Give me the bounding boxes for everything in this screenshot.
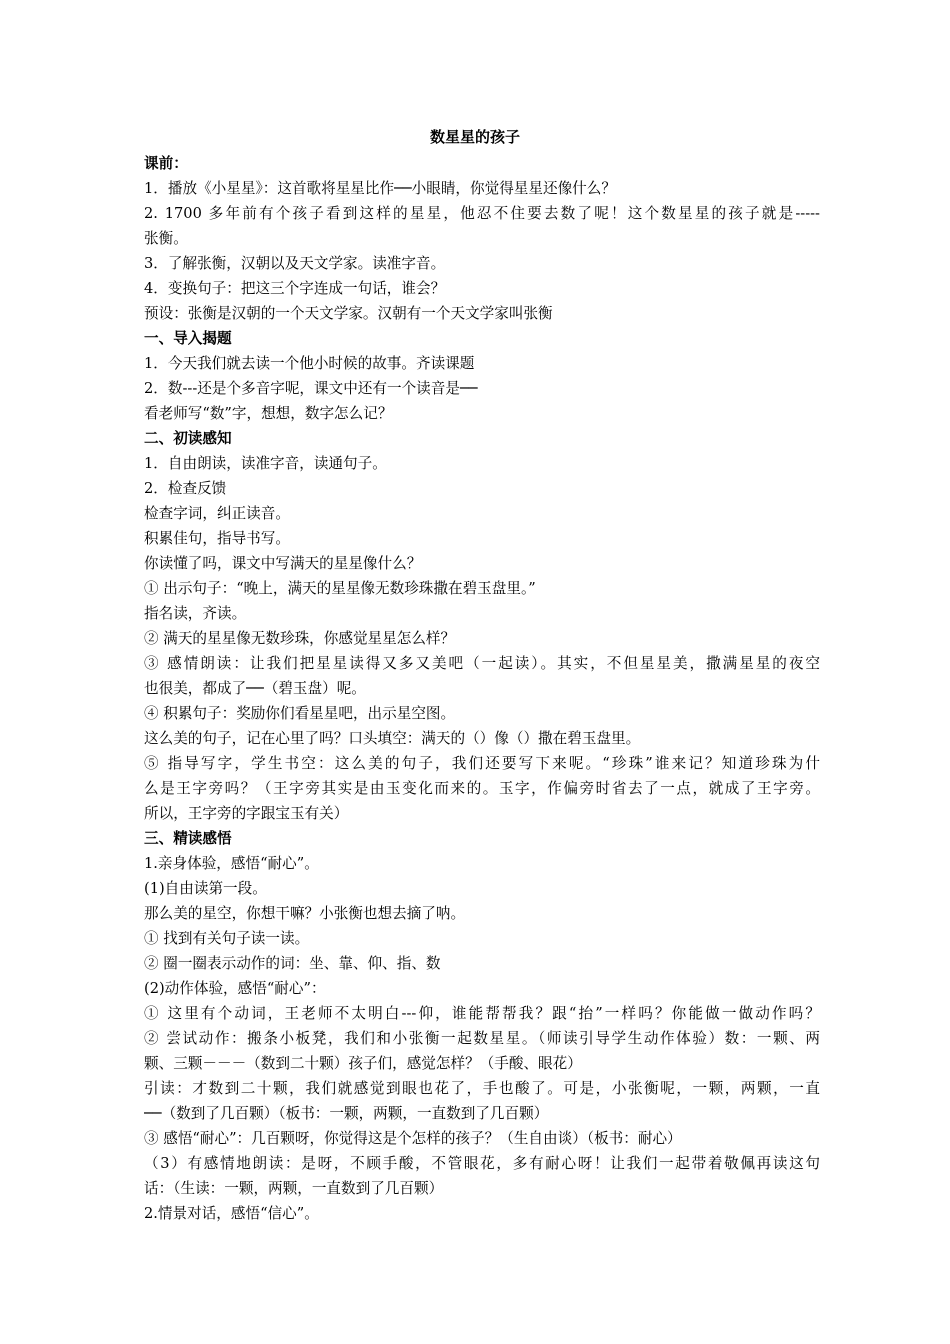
paragraph-line: 指名读，齐读。 xyxy=(144,605,247,622)
paragraph-line: 检查字词，纠正读音。 xyxy=(144,505,290,522)
paragraph-line: 这么美的句子，记在心里了吗？口头填空：满天的（）像（）撒在碧玉盘里。 xyxy=(144,730,641,747)
paragraph-line: （3）有感情地朗读：是呀，不顾手酸，不管眼花，多有耐心呀！让我们一起带着敬佩再读这句 xyxy=(144,1155,820,1172)
paragraph-line: ──（数到了几百颗）（板书：一颗，两颗，一直数到了几百颗） xyxy=(144,1105,549,1122)
paragraph-line: ① 出示句子：“晚上，满天的星星像无数珍珠撒在碧玉盘里。” xyxy=(144,580,536,597)
document-body xyxy=(144,151,820,1226)
paragraph-line: 也很美，都成了──（碧玉盘）呢。 xyxy=(144,680,366,697)
paragraph-line: ② 满天的星星像无数珍珠，你感觉星星怎么样？ xyxy=(144,630,456,647)
paragraph-line: 话：（生读：一颗，两颗，一直数到了几百颗） xyxy=(144,1180,444,1197)
paragraph-line: 2.情景对话，感悟“信心”。 xyxy=(144,1205,319,1222)
paragraph-line: (2)动作体验，感悟“耐心”： xyxy=(144,980,326,997)
paragraph-line: ③ 感情朗读：让我们把星星读得又多又美吧（一起读）。其实，不但星星美，撒满星星的夜空 xyxy=(144,655,820,672)
section-heading: 二、初读感知 xyxy=(144,430,232,447)
paragraph-line: 你读懂了吗，课文中写满天的星星像什么？ xyxy=(144,555,422,572)
section-heading: 课前： xyxy=(144,155,188,172)
section-heading: 三、精读感悟 xyxy=(144,830,232,847)
paragraph-line: 4．变换句子：把这三个字连成一句话，谁会？ xyxy=(144,280,446,297)
paragraph-line: ⑤ 指导写字，学生书空：这么美的句子，我们还要写下来呢。“珍珠”谁来记？知道珍珠为什 xyxy=(144,755,820,772)
paragraph-line: 3．了解张衡，汉朝以及天文学家。读准字音。 xyxy=(144,255,446,272)
paragraph-line: 引读：才数到二十颗，我们就感觉到眼也花了，手也酸了。可是，小张衡呢，一颗，两颗，一直 xyxy=(144,1080,820,1097)
paragraph-line: ① 这里有个动词，王老师不太明白---仰，谁能帮帮我？跟“抬”一样吗？你能做一做动作吗？ xyxy=(144,1005,820,1022)
paragraph-line: 1.亲身体验，感悟“耐心”。 xyxy=(144,855,319,872)
paragraph-line: 看老师写“数”字，想想，数字怎么记？ xyxy=(144,405,393,422)
paragraph-line: 2. 1700 多年前有个孩子看到这样的星星，他忍不住要去数了呢！这个数星星的孩子就是----- xyxy=(144,205,820,222)
paragraph-line: ② 圈一圈表示动作的词：坐、靠、仰、指、数 xyxy=(144,955,441,972)
paragraph-line: (1)自由读第一段。 xyxy=(144,880,267,897)
paragraph-line: 么是王字旁吗？（王字旁其实是由玉变化而来的。玉字，作偏旁时省去了一点，就成了王字旁。 xyxy=(144,780,820,797)
paragraph-line: ① 找到有关句子读一读。 xyxy=(144,930,310,947)
paragraph-line: 1．播放《小星星》：这首歌将星星比作──小眼睛，你觉得星星还像什么？ xyxy=(144,180,616,197)
paragraph-line: 所以，王字旁的字跟宝玉有关） xyxy=(144,805,349,822)
paragraph-line: 2．数---还是个多音字呢，课文中还有一个读音是── xyxy=(144,380,478,397)
paragraph-line: 积累佳句，指导书写。 xyxy=(144,530,290,547)
document-title: 数星星的孩子 xyxy=(429,128,520,146)
paragraph-line: 颗、三颗－－－（数到二十颗）孩子们，感觉怎样？（手酸、眼花） xyxy=(144,1055,582,1072)
paragraph-line: 预设：张衡是汉朝的一个天文学家。汉朝有一个天文学家叫张衡 xyxy=(144,305,553,322)
paragraph-line: 张衡。 xyxy=(144,230,188,247)
section-heading: 一、导入揭题 xyxy=(144,330,232,347)
paragraph-line: 2．检查反馈 xyxy=(144,480,227,497)
paragraph-line: 1．今天我们就去读一个他小时候的故事。齐读课题 xyxy=(144,355,475,372)
paragraph-line: ③ 感悟“耐心”：几百颗呀，你觉得这是个怎样的孩子？（生自由谈）（板书：耐心） xyxy=(144,1130,682,1147)
paragraph-line: 1．自由朗读，读准字音，读通句子。 xyxy=(144,455,387,472)
paragraph-line: 那么美的星空，你想干嘛？小张衡也想去摘了呐。 xyxy=(144,905,466,922)
paragraph-line: ④ 积累句子：奖励你们看星星吧，出示星空图。 xyxy=(144,705,456,722)
paragraph-line: ② 尝试动作：搬条小板凳，我们和小张衡一起数星星。（师读引导学生动作体验）数：一颗、两 xyxy=(144,1030,820,1047)
